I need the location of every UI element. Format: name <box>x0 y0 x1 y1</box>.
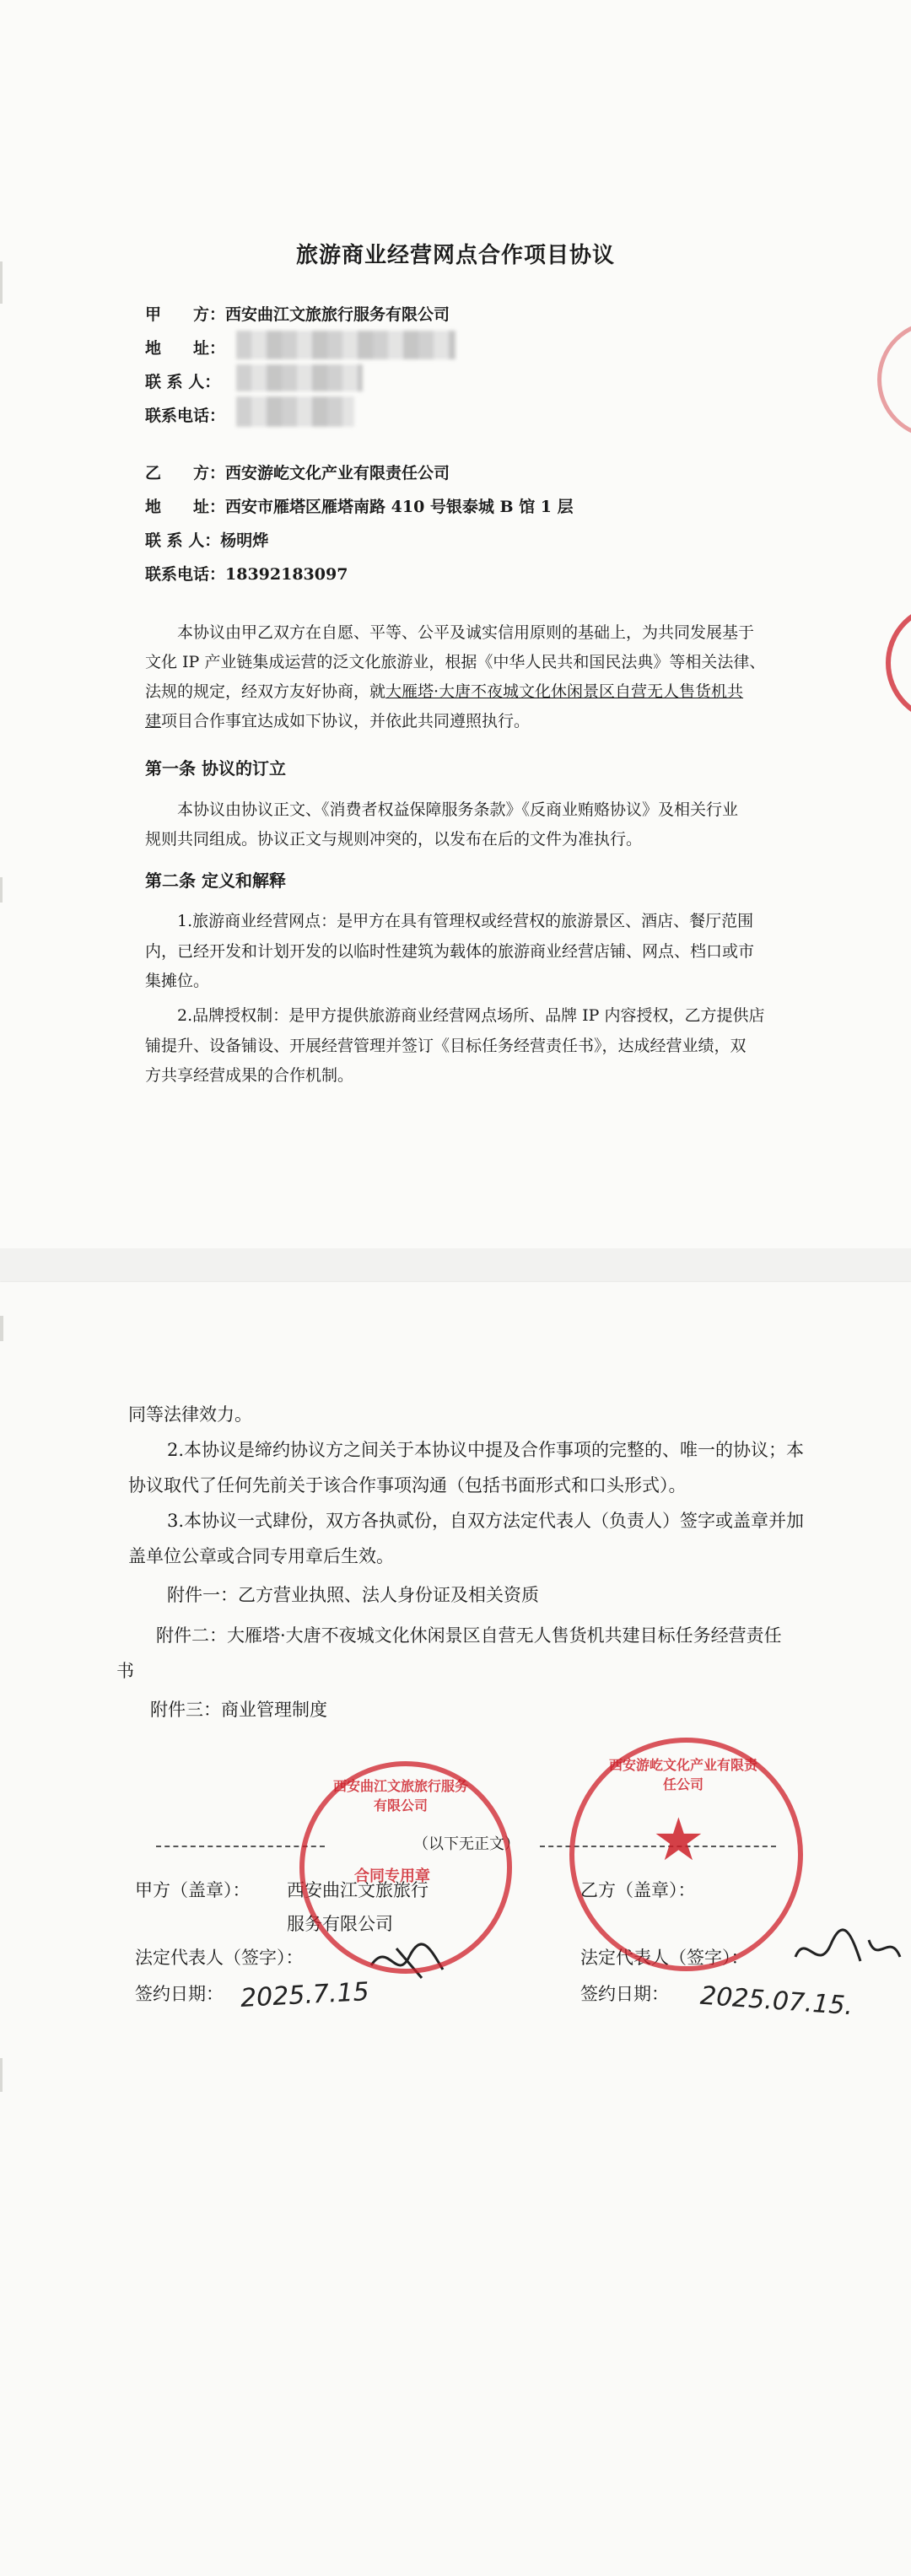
attachment-1: 附件一：乙方营业执照、法人身份证及相关资质 <box>167 1585 539 1605</box>
intro-line-4 <box>145 709 530 731</box>
party-a-contact-label: 联 系 人： <box>145 373 221 391</box>
party-b-contact-row <box>145 528 268 551</box>
party-b-contact: 杨明烨 <box>220 531 269 550</box>
contract-page-1 <box>0 0 911 1248</box>
project-name-underlined: 大雁塔·大唐不夜城文化休闲景区自营无人售货机共 <box>385 682 744 701</box>
article-1-heading: 第一条 协议的订立 <box>145 758 286 779</box>
page-edge-mark <box>0 1316 3 1341</box>
sig-party-b-rep-label: 法定代表人（签字）： <box>580 1948 749 1968</box>
party-b-label: 乙 方： <box>145 464 226 482</box>
clause-3-line-1: 3.本协议一式肆份，双方各执贰份，自双方法定代表人（负责人）签字或盖章并加 <box>167 1511 805 1531</box>
sig-party-a-name-2: 服务有限公司 <box>287 1914 393 1934</box>
party-a-seal-text: 西安曲江文旅旅行服务有限公司 <box>333 1778 469 1813</box>
party-b-name-row <box>145 461 450 483</box>
end-of-text-note: （以下无正文） <box>413 1835 520 1853</box>
page-gap <box>0 1248 911 1282</box>
party-b-phone-label: 联系电话： <box>145 565 226 584</box>
article-1-line-2: 规则共同组成。协议正文与规则冲突的，以发布在后的文件为准执行。 <box>145 830 643 849</box>
intro-line-3 <box>145 679 743 702</box>
party-a-name-row <box>145 302 450 325</box>
attachment-3: 附件三：商业管理制度 <box>150 1700 327 1720</box>
party-b-address-row <box>145 494 574 517</box>
definition-1-line-3: 集摊位。 <box>145 972 210 990</box>
sig-party-a-date-handwritten: 2025.7.15 <box>240 1977 370 2013</box>
clause-2-line-1: 2.本协议是缔约协议方之间关于本协议中提及合作事项的完整的、唯一的协议；本 <box>167 1440 805 1460</box>
party-a-name: 西安曲江文旅旅行服务有限公司 <box>225 305 450 324</box>
document-title: 旅游商业经营网点合作项目协议 <box>295 243 615 268</box>
page-edge-mark <box>0 877 3 903</box>
seal-star-icon: ★ <box>652 1805 705 1874</box>
contract-page-2 <box>0 1282 911 2576</box>
partial-seal-right-1 <box>877 321 911 439</box>
article-2-heading: 第二条 定义和解释 <box>145 870 286 891</box>
attachment-2-line-1: 附件二：大雁塔·大唐不夜城文化休闲景区自营无人售货机共建目标任务经营责任 <box>156 1625 782 1646</box>
party-b-name: 西安游屹文化产业有限责任公司 <box>225 464 450 482</box>
party-a-address-row <box>145 336 225 358</box>
party-b-contact-label: 联 系 人： <box>145 531 221 550</box>
party-a-phone-label: 联系电话： <box>145 407 226 425</box>
definition-1-line-2: 内，已经开发和计划开发的以临时性建筑为载体的旅游商业经营店铺、网点、档口或市 <box>145 942 755 961</box>
party-b-address-label: 地 址： <box>145 498 226 516</box>
party-b-seal-text: 西安游屹文化产业有限责任公司 <box>608 1757 757 1792</box>
definition-2-line-1: 2.品牌授权制：是甲方提供旅游商业经营网点场所、品牌 IP 内容授权，乙方提供店 <box>177 1006 765 1025</box>
party-b-phone-row <box>145 562 348 585</box>
sig-party-a-rep-label: 法定代表人（签字）： <box>135 1948 304 1968</box>
partial-seal-right-2 <box>886 603 911 723</box>
party-b-address: 西安市雁塔区雁塔南路 410 号银泰城 B 馆 1 层 <box>225 498 574 516</box>
party-a-address-label: 地 址： <box>145 339 226 358</box>
sig-party-a-label: 甲方（盖章）： <box>135 1880 251 1900</box>
sig-party-a-name-1: 西安曲江文旅旅行 <box>287 1880 429 1900</box>
article-1-line-1: 本协议由协议正文、《消费者权益保障服务条款》《反商业贿赂协议》及相关行业 <box>177 800 739 819</box>
end-divider-left <box>156 1846 325 1847</box>
clause-3-line-2: 盖单位公章或合同专用章后生效。 <box>128 1546 394 1566</box>
page-edge-mark <box>0 2058 3 2092</box>
sig-party-b-date-label: 签约日期： <box>580 1984 669 2004</box>
intro-line-3-text: 法规的规定，经双方友好协商，就 <box>145 682 386 701</box>
party-a-label: 甲 方： <box>145 305 226 324</box>
intro-line-4-text: 项目合作事宜达成如下协议，并依此共同遵照执行。 <box>161 712 531 730</box>
intro-line-2: 文化 IP 产业链集成运营的泛文化旅游业，根据《中华人民共和国民法典》等相关法律、 <box>145 653 766 671</box>
redacted-contact <box>236 364 363 391</box>
redacted-phone <box>236 396 354 427</box>
sig-party-b-label: 乙方（盖章）： <box>580 1880 696 1900</box>
clause-continuation: 同等法律效力。 <box>128 1404 252 1425</box>
intro-line-1: 本协议由甲乙双方在自愿、平等、公平及诚实信用原则的基础上，为共同发展基于 <box>177 623 755 642</box>
party-b-rep-signature <box>789 1923 907 1982</box>
definition-1-line-1: 1.旅游商业经营网点：是甲方在具有管理权或经营权的旅游景区、酒店、餐厅范围 <box>177 912 754 930</box>
definition-2-line-3: 方共享经营成果的合作机制。 <box>145 1066 354 1085</box>
party-b-phone: 18392183097 <box>225 565 348 584</box>
definition-2-line-2: 铺提升、设备铺设、开展经营管理并签订《目标任务经营责任书》，达成经营业绩，双 <box>145 1037 747 1055</box>
redacted-address <box>236 331 456 359</box>
sig-party-a-date-label: 签约日期： <box>135 1984 224 2004</box>
party-a-phone-row <box>145 403 225 426</box>
party-a-contact-row <box>145 369 220 392</box>
project-name-underlined-end: 建 <box>145 712 162 730</box>
attachment-2-line-2: 书 <box>116 1661 134 1681</box>
party-a-seal-subtext: 合同专用章 <box>354 1867 430 1885</box>
sig-party-b-date-handwritten: 2025.07.15. <box>699 1981 854 2022</box>
clause-2-line-2: 协议取代了任何先前关于该合作事项沟通（包括书面形式和口头形式）。 <box>128 1475 687 1495</box>
